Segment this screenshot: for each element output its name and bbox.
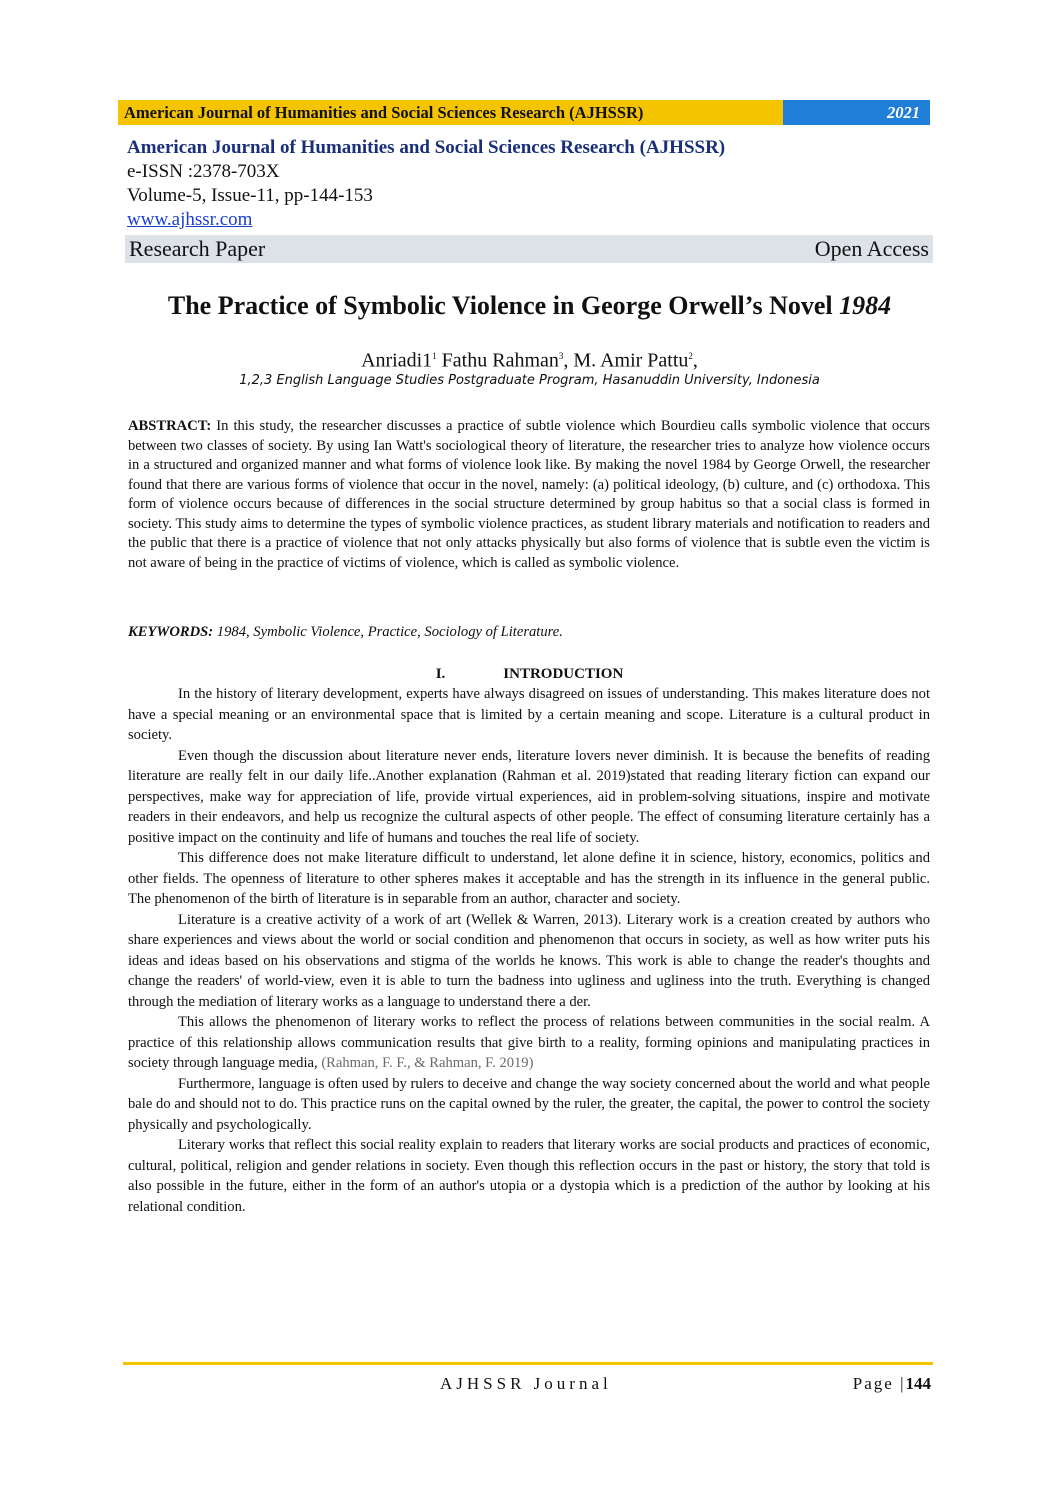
running-header-year: 2021 — [783, 100, 930, 125]
paper-type-bar — [125, 235, 933, 263]
affiliation: 1,2,3 English Language Studies Postgraduate Program, Hasanuddin University, Indonesia — [239, 373, 820, 388]
section-title: INTRODUCTION — [503, 666, 624, 682]
paper-title — [0, 290, 1059, 322]
journal-volume: Volume-5, Issue-11, pp-144-153 — [127, 185, 373, 206]
paragraph-6: Furthermore, language is often used by rulers to deceive and change the way society concerned about the world and what people bale do and should not to do. This practice runs on the capital owned by the ruler, the greater, the capital, the power to control the society physically and psychologically. — [128, 1075, 930, 1133]
paragraph-7: Literary works that reflect this social reality explain to readers that literary works are social products and practices of economic, cultural, political, religion and gender relations in society. Even though this reflection occurs in the past or history, the story that told is also possible in the future, either in the form of an author's utopia or a dystopia which is a prediction of the author by looking at his relational condition. — [128, 1137, 930, 1215]
paragraph-5-text: This allows the phenomenon of literary works to reflect the process of relations between communities in the social realm. A practice of this relationship allows communication results that give birth to a reality, forming opinions and manipulating practices in society through language media, — [128, 1014, 930, 1071]
footer-page-number: 144 — [905, 1374, 931, 1393]
footer-page — [853, 1374, 931, 1394]
abstract-label: ABSTRACT: — [128, 418, 212, 434]
abstract — [128, 417, 930, 573]
keywords-text: 1984, Symbolic Violence, Practice, Sociology of Literature. — [213, 624, 563, 640]
section-heading — [0, 664, 1059, 684]
paragraph-4: Literature is a creative activity of a work of art (Wellek & Warren, 2013). Literary work is a creation created by authors who share experiences and views about the world or social condition and phenomenon that occurs in society, as well as how writer puts his ideas and ideas based on his observations and stigma of the worlds he knows. This work is able to change the reader's thoughts and change the readers' of world-view, even it is able to turn the badness into ugliness and ugliness into the truth. Everything is changed through the mediation of literary works as a language to understand there a der. — [128, 911, 930, 1010]
paragraph-5 — [128, 1012, 930, 1074]
paragraph-5-citation: (Rahman, F. F., & Rahman, F. 2019) — [321, 1055, 534, 1071]
running-header — [118, 100, 930, 125]
author-2: Fathu Rahman — [436, 349, 559, 372]
paper-title-italic: 1984 — [839, 291, 892, 320]
author-3: , M. Amir Pattu — [563, 349, 689, 372]
author-3-sup: 2 — [688, 351, 693, 361]
footer-divider — [123, 1362, 933, 1365]
footer-page-label: Page | — [852, 1374, 906, 1393]
section-number: I. — [435, 666, 446, 682]
abstract-text: In this study, the researcher discusses a practice of subtle violence which Bourdieu calls symbolic violence that occurs between two classes of society. By using Ian Watt's sociological theory of literature, the researcher tries to analyze how violence occurs in a structured and organized manner and what forms of violence look like. By making the novel 1984 by George Orwell, the researcher found that there are various forms of violence that occur in the novel, namely: (a) political ideology, (b) culture, and (c) orthodoxa. This form of violence occurs because of differences in the social structure determined by group habitus so that a social class is formed in society. This study aims to determine the types of symbolic violence practices, as student library materials and notification to readers and the public that there is a practice of violence that not only attacks physically but also forms of violence that is subtle even the victim is not aware of being in the practice of victims of violence, which is called as symbolic violence. — [128, 418, 930, 571]
paper-type-label: Research Paper — [129, 236, 266, 261]
open-access-label: Open Access — [814, 236, 929, 261]
paragraph-2: Even though the discussion about literature never ends, literature lovers never diminish. It is because the benefits of reading literature are really felt in our daily life..Another explanation (Rahman et al. 2019)stated that reading literary fiction can expand our perspectives, make way for appreciation of life, provide virtual experiences, aid in problem-solving situations, inspire and motivate readers in their endeavors, and help us recognize the cultural aspects of other people. The effect of consuming literature certainly has a positive impact on the continuity and life of humans and touches the real life of society. — [128, 747, 930, 846]
journal-issn: e-ISSN :2378-703X — [127, 161, 280, 182]
footer-journal: AJHSSR Journal — [440, 1374, 612, 1393]
keywords-label: KEYWORDS: — [128, 624, 214, 640]
journal-info — [127, 136, 725, 232]
running-header-journal: American Journal of Humanities and Social Sciences Research (AJHSSR) — [118, 100, 783, 125]
author-2-sup: 3 — [558, 351, 564, 361]
author-list-tail: , — [692, 349, 698, 372]
author-1: Anriadi1 — [361, 349, 433, 372]
keywords — [128, 623, 930, 643]
author-list — [0, 344, 1059, 373]
author-1-sup: 1 — [432, 351, 437, 361]
journal-name: American Journal of Humanities and Social Sciences Research (AJHSSR) — [127, 137, 726, 158]
paper-title-main: The Practice of Symbolic Violence in George Orwell’s Novel — [167, 291, 840, 320]
paragraph-3: This difference does not make literature difficult to understand, let alone define it in science, history, economics, politics and other fields. The openness of literature to other spheres makes it acceptable and has the strength in its influence in the general public. The phenomenon of the birth of literature is in separable from an author, character and society. — [128, 850, 930, 907]
body-text — [128, 684, 930, 1217]
paragraph-1: In the history of literary development, experts have always disagreed on issues of understanding. This makes literature does not have a special meaning or an environmental space that is limited by a certain meaning and scope. Literature is a cultural product in society. — [128, 686, 930, 743]
journal-url-link[interactable]: www.ajhssr.com — [127, 209, 253, 230]
